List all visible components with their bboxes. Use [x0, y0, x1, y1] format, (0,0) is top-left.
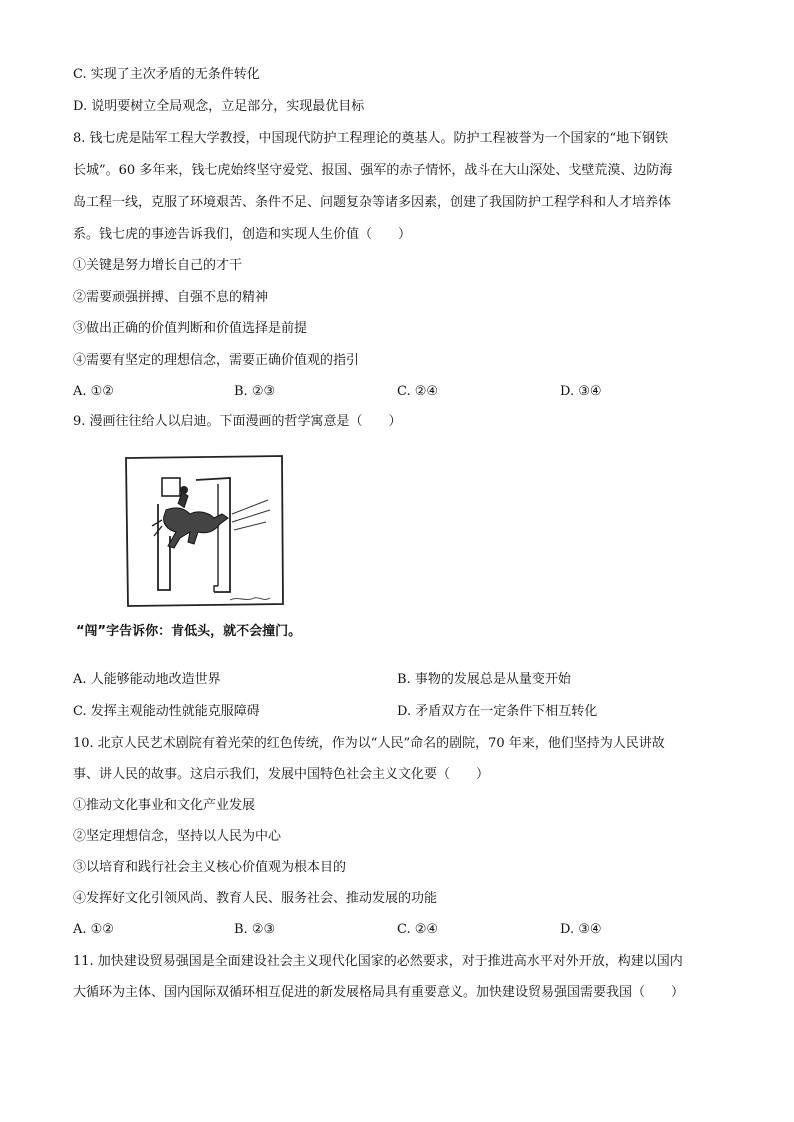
- q9-option-c: C. 发挥主观能动性就能克服障碍: [73, 704, 260, 719]
- q8-statement-2: ②需要顽强拼搏、自强不息的精神: [73, 290, 269, 305]
- cartoon-caption: “闯”字告诉你：肯低头，就不会撞门。: [76, 624, 302, 639]
- q10-statement-4: ④发挥好文化引领风尚、教育人民、服务社会、推动发展的功能: [73, 891, 438, 906]
- q11-stem-line-1: 11. 加快建设贸易强国是全面建设社会主义现代化国家的必然要求，对于推进高水平对外开放，构建以国内: [73, 954, 683, 969]
- q10-option-d: D. ③④: [560, 922, 602, 937]
- q9-option-a: A. 人能够能动地改造世界: [73, 672, 221, 687]
- q8-stem-line-1: 8. 钱七虎是陆军工程大学教授，中国现代防护工程理论的奠基人。防护工程被誉为一个国家的“地下钢铁: [73, 131, 669, 146]
- q8-option-d: D. ③④: [560, 384, 602, 399]
- q9-stem: 9. 漫画往往给人以启迪。下面漫画的哲学寓意是（ ）: [73, 414, 402, 429]
- q8-option-c: C. ②④: [397, 384, 439, 399]
- cartoon-image: [118, 452, 288, 612]
- q8-statement-4: ④需要有坚定的理想信念，需要正确价值观的指引: [73, 353, 360, 368]
- q11-stem-line-2: 大循环为主体、国内国际双循环相互促进的新发展格局具有重要意义。加快建设贸易强国需要我国（ ）: [73, 985, 685, 1000]
- q10-option-b: B. ②③: [234, 922, 276, 937]
- q9-option-d: D. 矛盾双方在一定条件下相互转化: [397, 704, 598, 719]
- q10-stem-line-2: 事、讲人民的故事。这启示我们，发展中国特色社会主义文化要（ ）: [73, 767, 490, 782]
- q10-option-a: A. ①②: [73, 922, 114, 937]
- q8-option-b: B. ②③: [234, 384, 276, 399]
- q8-statement-1: ①关键是努力增长自己的才干: [73, 258, 243, 273]
- q8-stem-line-4: 系。钱七虎的事迹告诉我们，创造和实现人生价值（ ）: [73, 227, 412, 242]
- q10-stem-line-1: 10. 北京人民艺术剧院有着光荣的红色传统，作为以“人民”命名的剧院，70 年来，他们坚持为人民讲故: [73, 736, 665, 751]
- q10-statement-2: ②坚定理想信念，坚持以人民为中心: [73, 829, 282, 844]
- q9-option-b: B. 事物的发展总是从量变开始: [397, 672, 571, 687]
- q10-option-c: C. ②④: [397, 922, 439, 937]
- q8-statement-3: ③做出正确的价值判断和价值选择是前提: [73, 321, 308, 336]
- option-d-prev: D. 说明要树立全局观念，立足部分，实现最优目标: [73, 99, 365, 114]
- q8-stem-line-3: 岛工程一线，克服了环境艰苦、条件不足、问题复杂等诸多因素，创建了我国防护工程学科和人才培养体: [73, 195, 672, 210]
- option-c-prev: C. 实现了主次矛盾的无条件转化: [73, 67, 260, 82]
- q8-option-a: A. ①②: [73, 384, 114, 399]
- q10-statement-1: ①推动文化事业和文化产业发展: [73, 798, 256, 813]
- q8-stem-line-2: 长城”。60 多年来，钱七虎始终坚守爱党、报国、强军的赤子情怀，战斗在大山深处、戈壁荒漠、边防海: [73, 163, 673, 178]
- q10-statement-3: ③以培育和践行社会主义核心价值观为根本目的: [73, 860, 347, 875]
